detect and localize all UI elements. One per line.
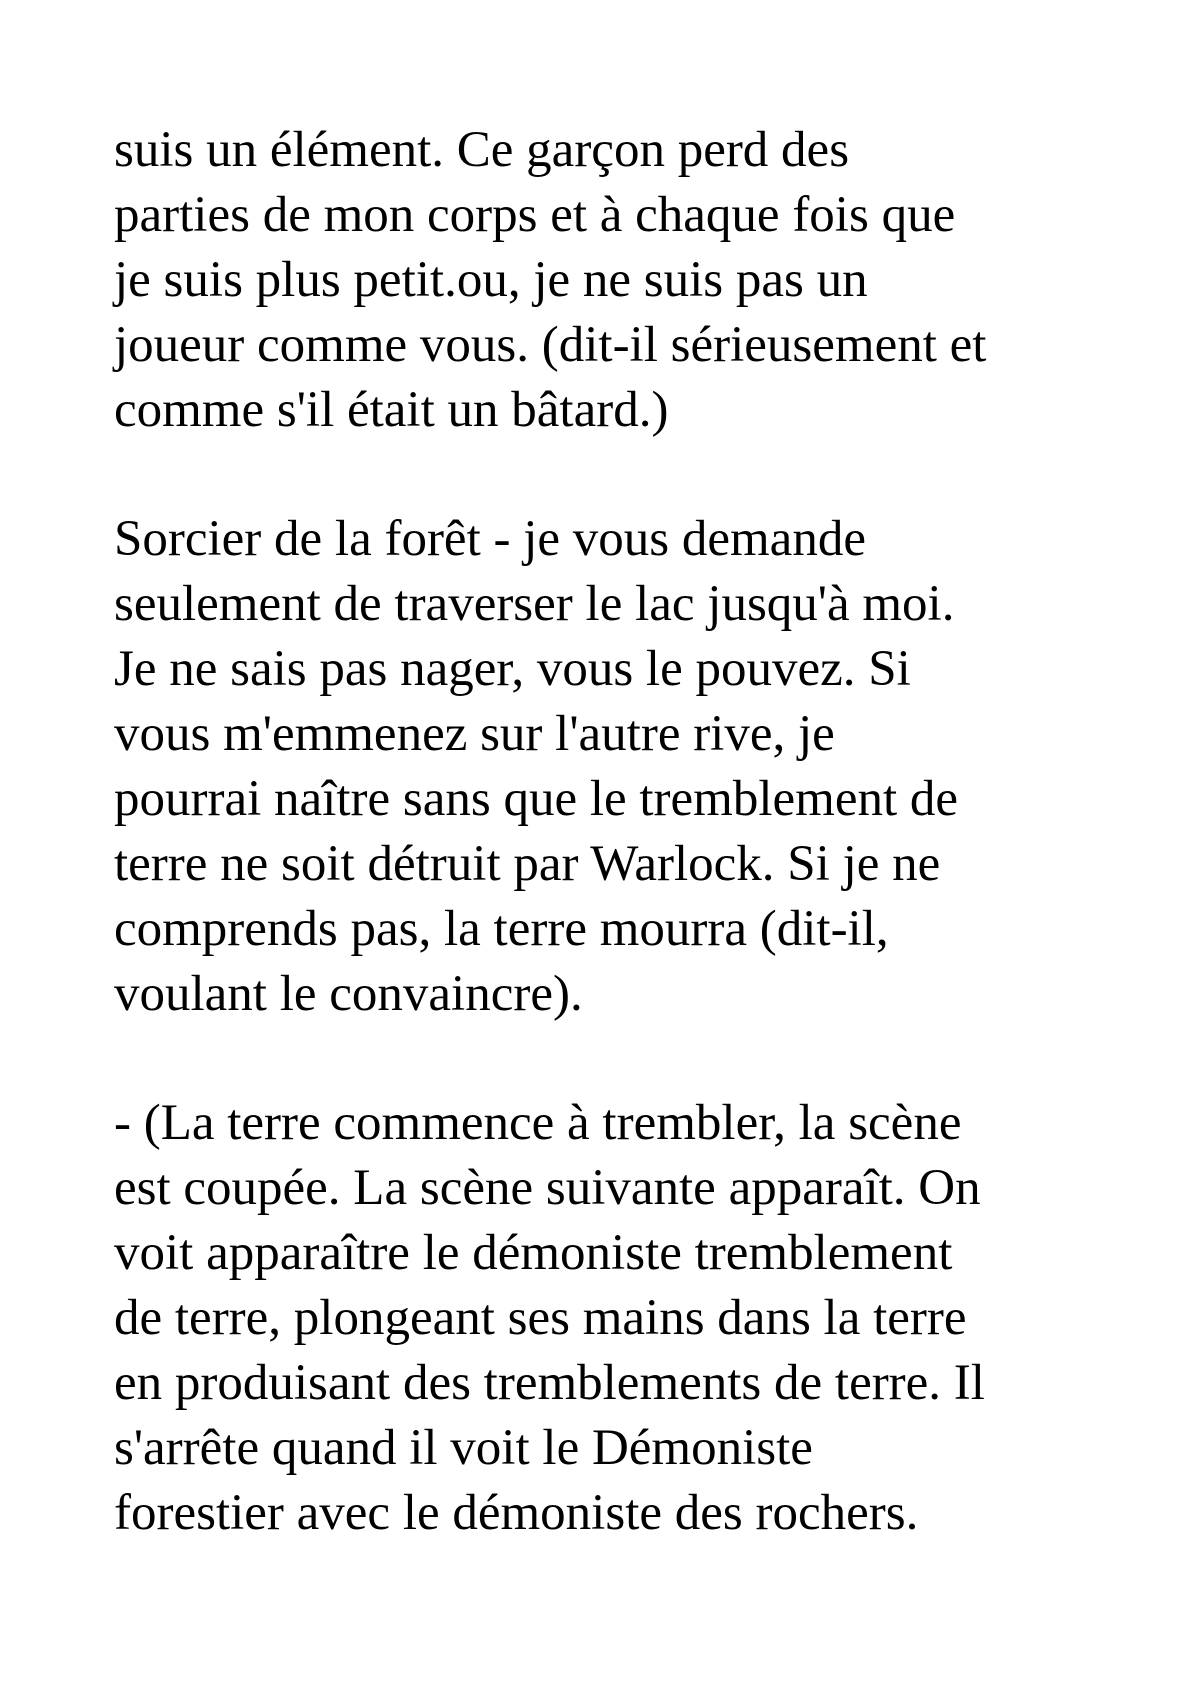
text-line: Je ne sais pas nager, vous le pouvez. Si: [114, 641, 911, 697]
text-line: forestier avec le démoniste des rochers.: [114, 1485, 919, 1541]
paragraph-2: [114, 507, 1114, 1027]
text-line: comprends pas, la terre mourra (dit-il,: [114, 901, 889, 957]
text-line: terre ne soit détruit par Warlock. Si je ne: [114, 836, 941, 892]
text-line: voit apparaître le démoniste tremblement: [114, 1225, 953, 1281]
text-line: de terre, plongeant ses mains dans la terre: [114, 1290, 967, 1346]
text-line: pourrai naître sans que le tremblement de: [114, 771, 959, 827]
text-line: vous m'emmenez sur l'autre rive, je: [114, 706, 835, 762]
text-line: seulement de traverser le lac jusqu'à moi.: [114, 576, 955, 632]
text-line: comme s'il était un bâtard.): [114, 382, 669, 438]
paragraph-1: [114, 118, 1114, 443]
document-body: [114, 118, 1114, 1610]
text-line: est coupée. La scène suivante apparaît. On: [114, 1160, 981, 1216]
text-line: je suis plus petit.ou, je ne suis pas un: [114, 252, 868, 308]
text-line: en produisant des tremblements de terre. Il: [114, 1355, 985, 1411]
text-line: - (La terre commence à trembler, la scène: [114, 1095, 962, 1151]
paragraph-3: [114, 1091, 1114, 1546]
text-line: joueur comme vous. (dit-il sérieusement et: [114, 317, 987, 373]
text-line: suis un élément. Ce garçon perd des: [114, 122, 850, 178]
text-line: s'arrête quand il voit le Démoniste: [114, 1420, 813, 1476]
text-line: voulant le convaincre).: [114, 966, 583, 1022]
text-line: parties de mon corps et à chaque fois que: [114, 187, 956, 243]
text-line: Sorcier de la forêt - je vous demande: [114, 511, 866, 567]
